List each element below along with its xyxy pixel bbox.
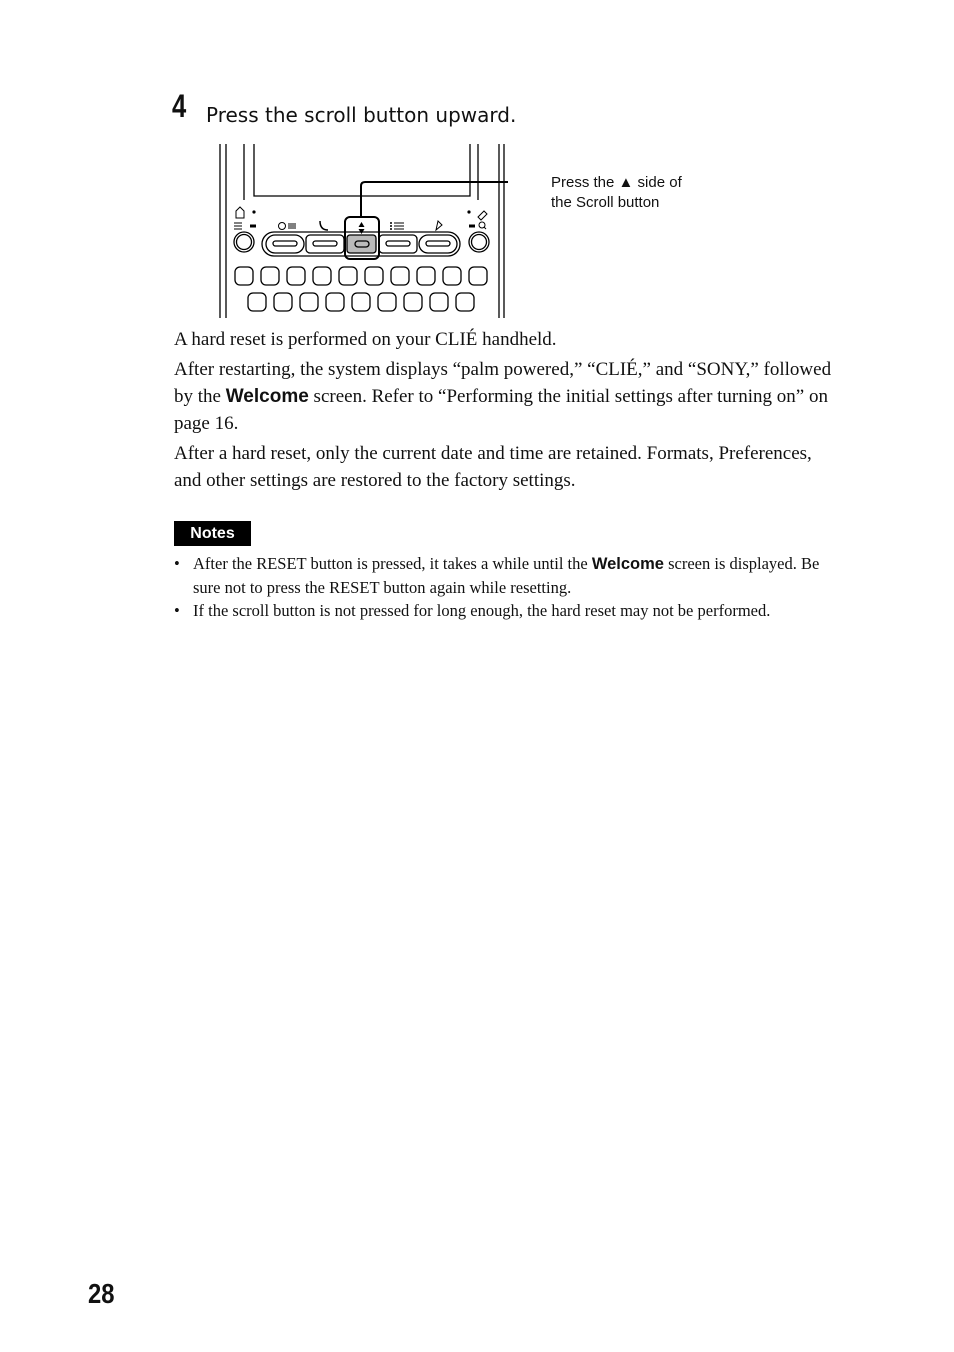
step-instruction: Press the scroll button upward. bbox=[206, 103, 517, 127]
note-2-text: If the scroll button is not pressed for long enough, the hard reset may not be performed. bbox=[193, 601, 771, 620]
note-1-text bbox=[193, 552, 824, 599]
note-1 bbox=[174, 552, 824, 599]
notes-label: Notes bbox=[174, 521, 251, 546]
paragraph-1: A hard reset is performed on your CLIÉ handheld. bbox=[174, 329, 557, 350]
step-number: 4 bbox=[172, 88, 187, 124]
paragraph-2 bbox=[174, 356, 834, 437]
welcome-label: Welcome bbox=[591, 555, 664, 573]
figure-callout bbox=[551, 173, 682, 213]
handheld-illustration bbox=[216, 140, 508, 320]
paragraph-3: After a hard reset, only the current date and time are retained. Formats, Preferences, and other settings are restored to the factory settings. bbox=[174, 443, 812, 491]
callout-line-2: the Scroll button bbox=[551, 194, 660, 211]
bullet: • bbox=[174, 601, 180, 620]
welcome-label: Welcome bbox=[225, 386, 309, 407]
note-1-text-start: After the RESET button is pressed, it takes a while until the bbox=[193, 554, 592, 573]
callout-line-1: Press the ▲ side of bbox=[551, 174, 682, 191]
page-number: 28 bbox=[88, 1278, 115, 1309]
paragraph-2-text: After restarting, the system displays “palm powered,” “CLIÉ,” and “SONY,” followed by the bbox=[174, 359, 832, 407]
note-2 bbox=[174, 599, 824, 622]
paragraph-2-text-cont: screen. Refer to “Performing the initial settings after turning on” on page 16. bbox=[174, 386, 828, 434]
note-1-text-end: screen is displayed. Be sure not to press the RESET button again while resetting. bbox=[193, 554, 820, 597]
bullet: • bbox=[174, 554, 180, 573]
